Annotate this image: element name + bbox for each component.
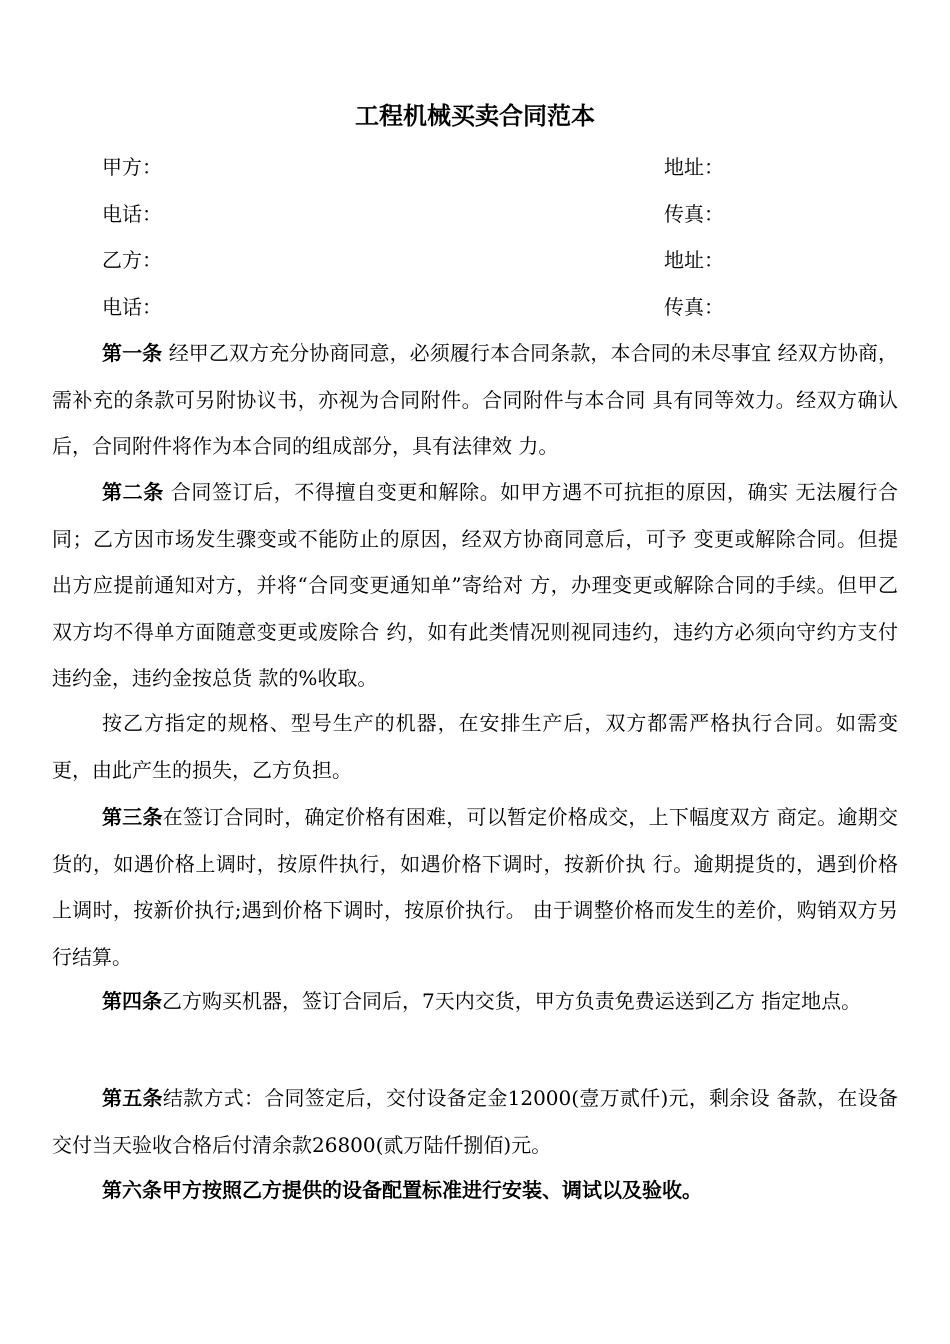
clause-1-heading: 第一条 xyxy=(102,341,163,365)
clause-4-heading: 第四条 xyxy=(102,989,162,1013)
address-b-label: 地址： xyxy=(664,248,724,272)
clause-3-text: 在签订合同时，确定价格有困难，可以暂定价格成交，上下幅度双方 商定。逾期交货的，如遇价格上调时，按原件执行，如遇价格下调时，按新价执 行。逾期提货的，遇到价格上调时，按新价执行;遇到价格下调时，按原价执行。 由于调整价格而发生的差价，购销双方另行结算。 xyxy=(52,805,899,969)
clause-1 xyxy=(52,330,898,470)
address-a-label: 地址： xyxy=(664,155,724,179)
clause-1-text: 经甲乙双方充分协商同意，必须履行本合同条款，本合同的未尽事宜 经双方协商，需补充的条款可另附协议书，亦视为合同附件。合同附件与本合同 具有同等效力。经双方确认后，合同附件将作为本合同的组成部分，具有法律效 力。 xyxy=(52,341,898,458)
clause-2 xyxy=(52,469,898,702)
clause-2-paragraph-2 xyxy=(52,700,898,793)
fax-a-label: 传真： xyxy=(664,202,724,226)
clause-5 xyxy=(52,1075,898,1168)
clause-4-text: 乙方购买机器，签订合同后，7天内交货，甲方负责免费运送到乙方 指定地点。 xyxy=(162,989,862,1013)
clause-6 xyxy=(52,1167,898,1214)
clause-2-text: 合同签订后，不得擅自变更和解除。如甲方遇不可抗拒的原因，确实 无法履行合同；乙方因市场发生骤变或不能防止的原因，经双方协商同意后，可予 变更或解除合同。但提出方应提前通知对方，并将“合同变更通知单”寄给对 方，办理变更或解除合同的手续。但甲乙双方均不得单方面随意变更或废除合 约，如有此类情况则视同违约，违约方必须向守约方支付违约金，违约金按总货 款的%收取。 xyxy=(52,480,899,690)
clause-6-text: 第六条甲方按照乙方提供的设备配置标准进行安装、调试以及验收。 xyxy=(102,1178,702,1202)
party-b-label: 乙方： xyxy=(102,248,162,272)
page-title: 工程机械买卖合同范本 xyxy=(355,102,595,130)
clause-4 xyxy=(52,978,898,1025)
clause-2-paragraph-2-text: 按乙方指定的规格、型号生产的机器，在安排生产后，双方都需严格执行合同。如需变更，由此产生的损失，乙方负担。 xyxy=(52,711,898,782)
party-a-label: 甲方： xyxy=(102,155,162,179)
clause-3 xyxy=(52,794,898,980)
phone-a-label: 电话： xyxy=(102,202,162,226)
fax-b-label: 传真： xyxy=(664,295,724,319)
clause-5-text: 结款方式：合同签定后，交付设备定金12000(壹万贰仟)元，剩余设 备款，在设备交付当天验收合格后付清余款26800(贰万陆仟捌佰)元。 xyxy=(52,1086,898,1157)
phone-b-label: 电话： xyxy=(102,295,162,319)
clause-2-heading: 第二条 xyxy=(102,480,164,504)
clause-3-heading: 第三条 xyxy=(102,805,163,829)
clause-5-heading: 第五条 xyxy=(102,1086,163,1110)
